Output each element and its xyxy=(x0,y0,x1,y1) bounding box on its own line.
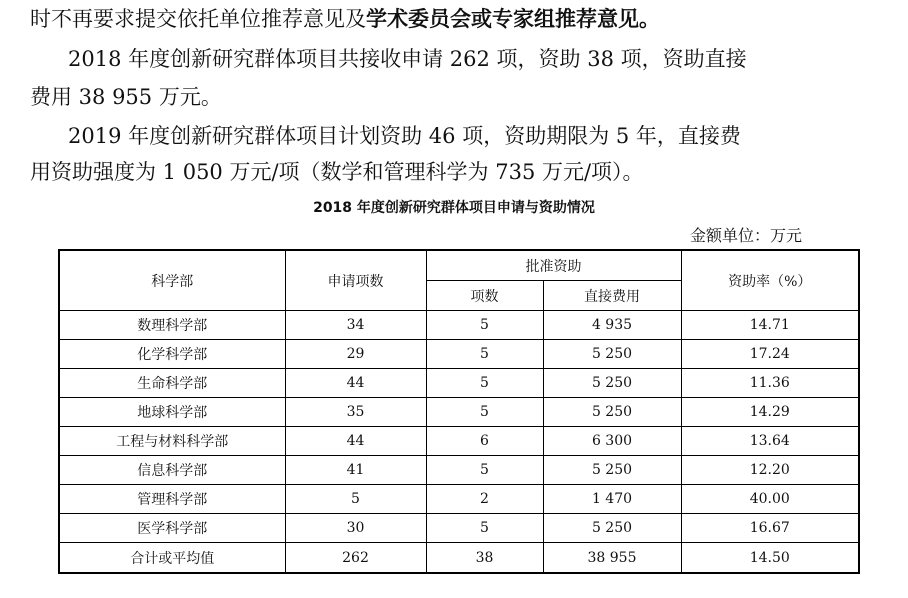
cell-rate: 17.24 xyxy=(681,340,859,369)
cell-count: 2 xyxy=(426,485,543,514)
cell-cost: 5 250 xyxy=(543,340,681,369)
table-total-row xyxy=(59,543,859,574)
cell-count: 5 xyxy=(426,369,543,398)
cell-dept: 信息科学部 xyxy=(59,456,285,485)
cell-count: 5 xyxy=(426,311,543,340)
cell-rate: 13.64 xyxy=(681,427,859,456)
cell-dept: 工程与材料科学部 xyxy=(59,427,285,456)
cell-count: 5 xyxy=(426,340,543,369)
cell-dept: 数理科学部 xyxy=(59,311,285,340)
cell-applications: 34 xyxy=(285,311,426,340)
header-approved: 批准资助 xyxy=(426,250,681,281)
cell-count: 6 xyxy=(426,427,543,456)
cell-dept: 医学科学部 xyxy=(59,514,285,543)
header-approved-count: 项数 xyxy=(426,281,543,311)
cell-rate: 14.71 xyxy=(681,311,859,340)
cell-applications: 29 xyxy=(285,340,426,369)
paragraph-2-line-2: 费用 38 955 万元。 xyxy=(30,85,222,109)
total-count: 38 xyxy=(426,543,543,574)
table-title: 2018 年度创新研究群体项目申请与资助情况 xyxy=(313,200,595,216)
cell-applications: 41 xyxy=(285,456,426,485)
cell-applications: 44 xyxy=(285,427,426,456)
cell-cost: 5 250 xyxy=(543,369,681,398)
paragraph-2-line-1: 2018 年度创新研究群体项目共接收申请 262 项，资助 38 项，资助直接 xyxy=(68,47,747,71)
paragraph-1-line xyxy=(30,2,660,36)
cell-cost: 5 250 xyxy=(543,456,681,485)
header-dept: 科学部 xyxy=(59,250,285,311)
table-row xyxy=(59,456,859,485)
table-row xyxy=(59,398,859,427)
cell-applications: 35 xyxy=(285,398,426,427)
cell-dept: 地球科学部 xyxy=(59,398,285,427)
cell-dept: 生命科学部 xyxy=(59,369,285,398)
cell-cost: 5 250 xyxy=(543,514,681,543)
cell-dept: 管理科学部 xyxy=(59,485,285,514)
cell-count: 5 xyxy=(426,398,543,427)
cell-rate: 12.20 xyxy=(681,456,859,485)
header-applications: 申请项数 xyxy=(285,250,426,311)
cell-cost: 4 935 xyxy=(543,311,681,340)
paragraph-1-bold-text: 学术委员会或专家组推荐意见。 xyxy=(366,6,660,31)
total-cost: 38 955 xyxy=(543,543,681,574)
table-row xyxy=(59,485,859,514)
cell-applications: 5 xyxy=(285,485,426,514)
cell-rate: 40.00 xyxy=(681,485,859,514)
total-rate: 14.50 xyxy=(681,543,859,574)
table-row xyxy=(59,427,859,456)
table-row xyxy=(59,340,859,369)
cell-cost: 5 250 xyxy=(543,398,681,427)
table-header-row-1 xyxy=(59,250,859,281)
cell-rate: 14.29 xyxy=(681,398,859,427)
funding-table xyxy=(58,249,860,574)
table-row xyxy=(59,514,859,543)
header-rate: 资助率（%） xyxy=(681,250,859,311)
cell-cost: 6 300 xyxy=(543,427,681,456)
table-row xyxy=(59,311,859,340)
cell-dept: 化学科学部 xyxy=(59,340,285,369)
cell-cost: 1 470 xyxy=(543,485,681,514)
table-unit-label: 金额单位：万元 xyxy=(690,226,803,245)
cell-applications: 44 xyxy=(285,369,426,398)
total-applications: 262 xyxy=(285,543,426,574)
header-direct-cost: 直接费用 xyxy=(543,281,681,311)
paragraph-3-line-1: 2019 年度创新研究群体项目计划资助 46 项，资助期限为 5 年，直接费 xyxy=(68,124,741,148)
cell-rate: 11.36 xyxy=(681,369,859,398)
cell-count: 5 xyxy=(426,456,543,485)
total-dept: 合计或平均值 xyxy=(59,543,285,574)
paragraph-3-line-2: 用资助强度为 1 050 万元/项（数学和管理科学为 735 万元/项）。 xyxy=(30,160,644,184)
cell-count: 5 xyxy=(426,514,543,543)
table-row xyxy=(59,369,859,398)
cell-applications: 30 xyxy=(285,514,426,543)
paragraph-1-text: 时不再要求提交依托单位推荐意见及 xyxy=(30,7,366,31)
cell-rate: 16.67 xyxy=(681,514,859,543)
